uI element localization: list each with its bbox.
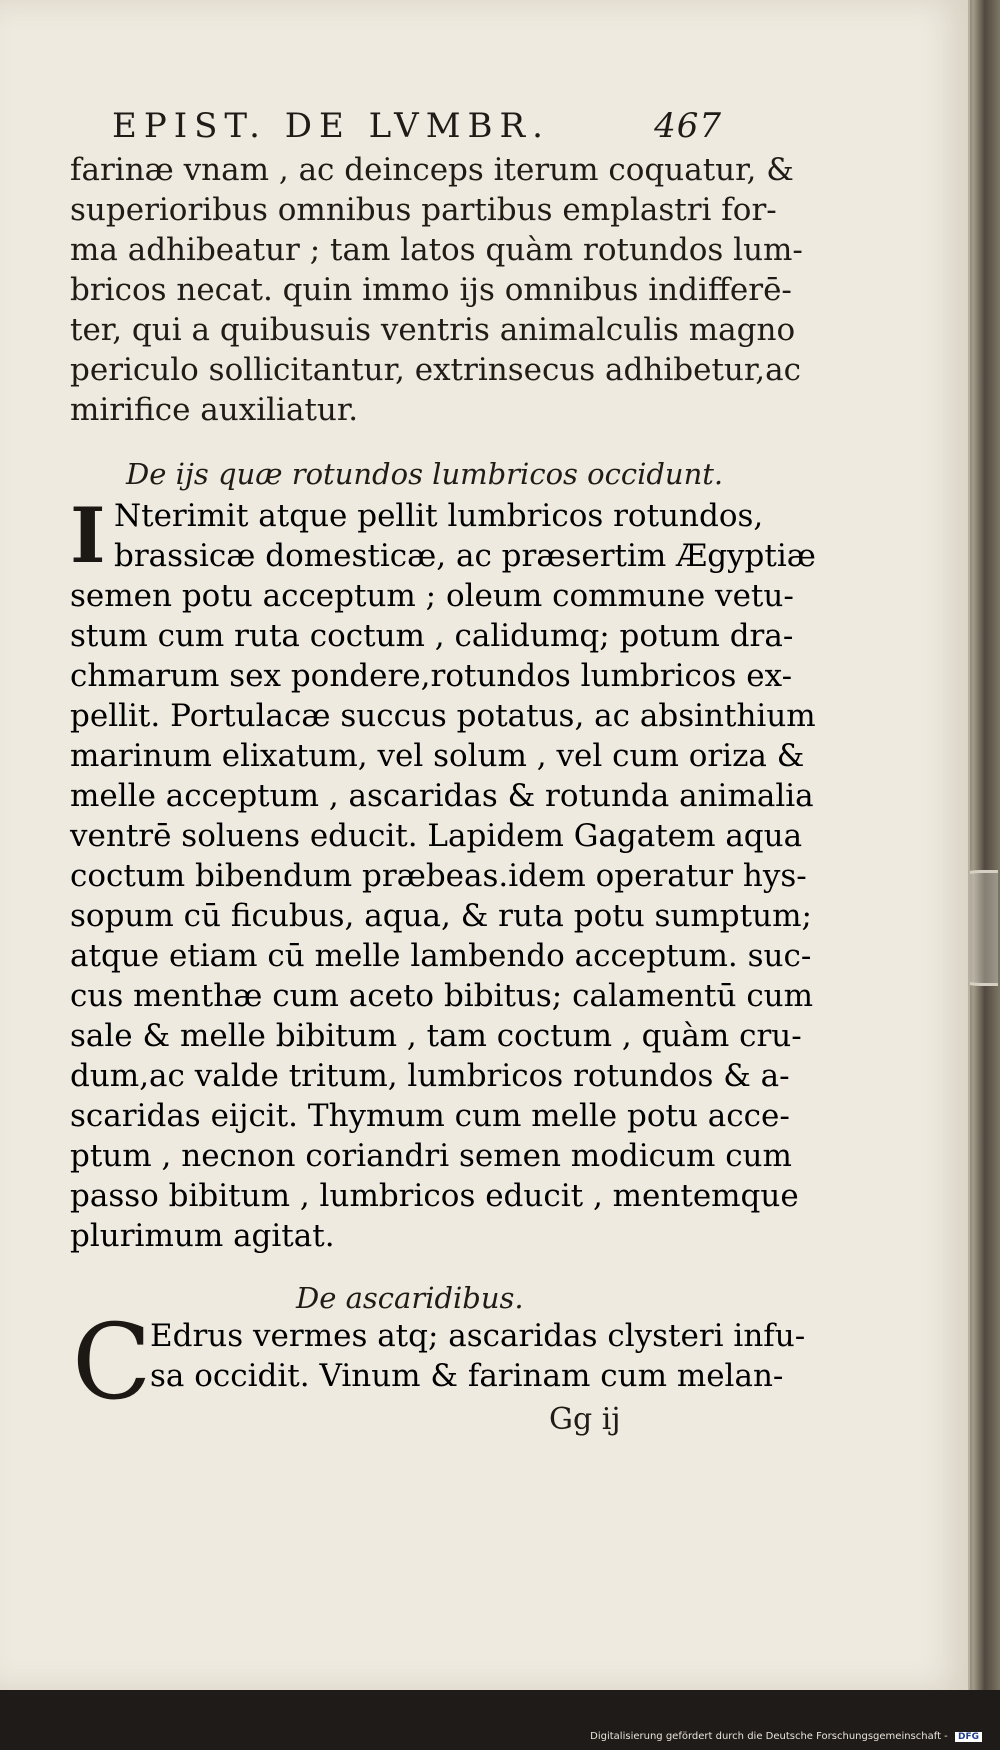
text-line: ventrē soluens educit. Lapidem Gagatem aqua <box>70 818 803 854</box>
text-line: sale & melle bibitum , tam coctum , quàm cru- <box>70 1018 802 1054</box>
digitization-credit <box>590 1731 982 1742</box>
text-line: stum cum ruta coctum , calidumq; potum dra- <box>70 618 794 654</box>
text-line: melle acceptum , ascaridas & rotunda animalia <box>70 778 814 814</box>
text-block-section <box>70 491 816 1256</box>
text-line: marinum elixatum, vel solum , vel cum oriza & <box>70 738 805 774</box>
text-line: periculo sollicitantur, extrinsecus adhibetur,ac <box>70 352 801 388</box>
text-line: brassicæ domesticæ, ac præsertim Ægyptiæ <box>114 538 816 574</box>
text-line: sa occidit. Vinum & farinam cum melan- <box>150 1358 784 1394</box>
section-heading: De ijs quæ rotundos lumbricos occidunt. <box>126 457 724 491</box>
drop-cap-initial: I <box>70 491 106 580</box>
text-line: passo bibitum , lumbricos educit , mentemque <box>70 1178 799 1214</box>
running-head: EPIST. DE LVMBR. <box>112 106 550 146</box>
text-line: ptum , necnon coriandri semen modicum cum <box>70 1138 792 1174</box>
text-line: ma adhibeatur ; tam latos quàm rotundos lum- <box>70 232 803 268</box>
text-line: Nterimit atque pellit lumbricos rotundos, <box>114 498 764 534</box>
text-line: chmarum sex pondere,rotundos lumbricos ex- <box>70 658 793 694</box>
section-heading: De ascaridibus. <box>296 1281 524 1315</box>
text-line: atque etiam cū melle lambendo acceptum. suc- <box>70 938 812 974</box>
text-line: sopum cū ficubus, aqua, & ruta potu sumptum; <box>70 898 812 934</box>
text-line: bricos necat. quin immo ijs omnibus indifferē- <box>70 272 792 308</box>
text-line: superioribus omnibus partibus emplastri for- <box>70 192 777 228</box>
text-line: ter, qui a quibusuis ventris animalculis magno <box>70 312 796 348</box>
text-line: plurimum agitat. <box>70 1218 335 1254</box>
text-line: farinæ vnam , ac deinceps iterum coquatur, & <box>70 152 794 188</box>
text-block-continuation <box>70 150 803 430</box>
text-line: scaridas eijcit. Thymum cum melle potu acce- <box>70 1098 790 1134</box>
text-line: cus menthæ cum aceto bibitus; calamentū cum <box>70 978 814 1014</box>
dfg-logo: DFG <box>955 1732 982 1742</box>
signature-mark: Gg ij <box>549 1402 621 1437</box>
text-line: pellit. Portulacæ succus potatus, ac absinthium <box>70 698 816 734</box>
text-line: mirifice auxiliatur. <box>70 392 359 428</box>
text-line: dum,ac valde tritum, lumbricos rotundos & a- <box>70 1058 790 1094</box>
drop-cap-initial: C <box>72 1301 152 1423</box>
text-line: semen potu acceptum ; oleum commune vetu- <box>70 578 794 614</box>
credit-text: Digitalisierung gefördert durch die Deutsche Forschungsgemeinschaft - <box>590 1731 948 1742</box>
page-header <box>112 106 722 152</box>
text-line: Edrus vermes atq; ascaridas clysteri infu- <box>150 1318 806 1354</box>
text-line: coctum bibendum præbeas.idem operatur hys- <box>70 858 807 894</box>
page-number: 467 <box>654 106 722 146</box>
